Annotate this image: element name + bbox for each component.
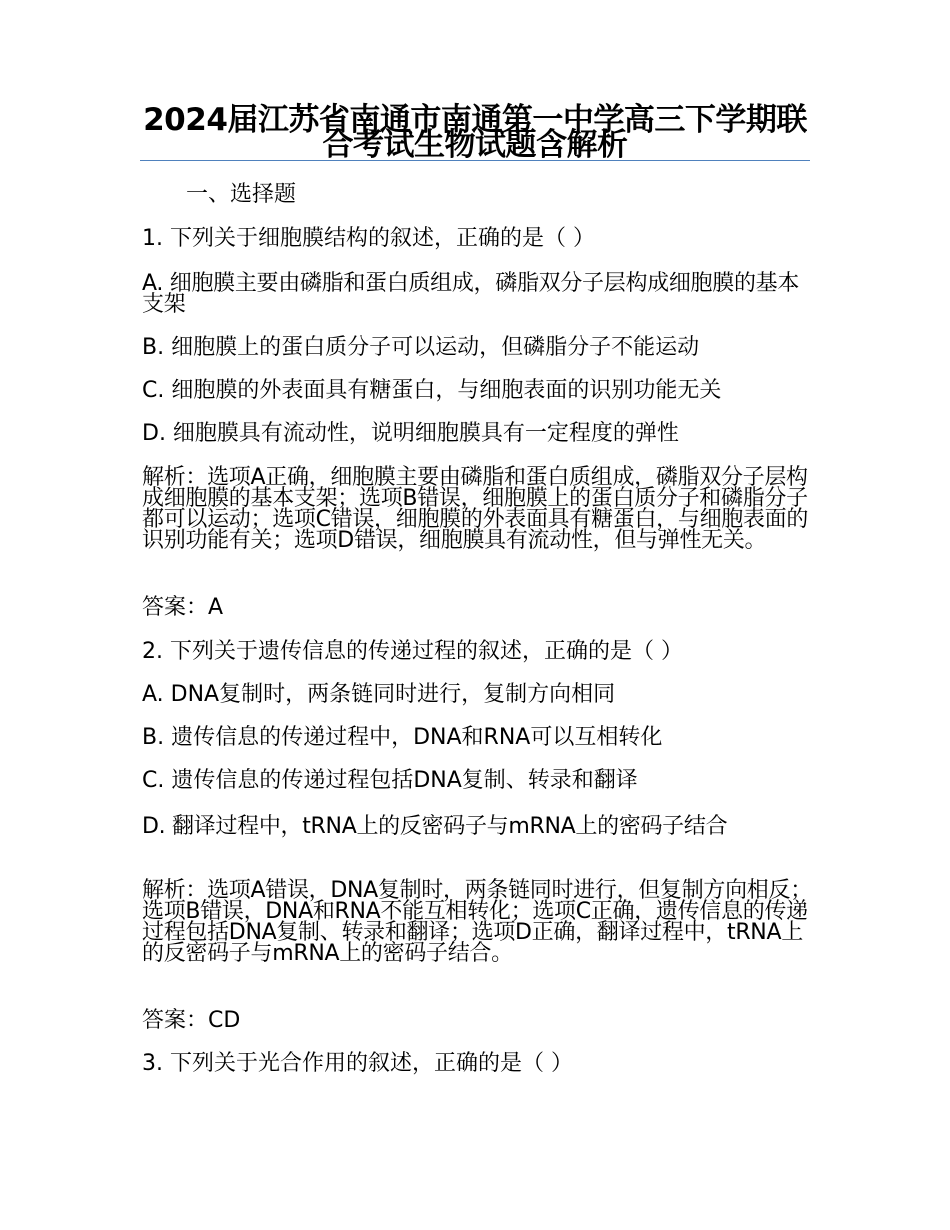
question-2-stem: 2. 下列关于遗传信息的传递过程的叙述，正确的是（ ） <box>142 639 683 664</box>
title-underline <box>140 160 810 161</box>
question-3-stem: 3. 下列关于光合作用的叙述，正确的是（ ） <box>142 1051 573 1076</box>
question-2-answer: 答案：CD <box>142 1008 241 1033</box>
question-1-analysis: 解析：选项A正确，细胞膜主要由磷脂和蛋白质组成，磷脂双分子层构成细胞膜的基本支架；选项B错误，细胞膜上的蛋白质分子和磷脂分子都可以运动；选项C错误，细胞膜的外表面具有糖蛋白，与细胞表面的识别功能有关；选项D错误，细胞膜具有流动性，但与弹性无关。 <box>142 465 809 553</box>
question-2-option-a: A. DNA复制时，两条链同时进行，复制方向相同 <box>142 682 616 707</box>
question-2-option-b: B. 遗传信息的传递过程中，DNA和RNA可以互相转化 <box>142 725 663 750</box>
question-1-answer: 答案：A <box>142 595 224 620</box>
document-title: 2024届江苏省南通市南通第一中学高三下学期联合考试生物试题含解析 <box>143 102 807 163</box>
question-1-option-c: C. 细胞膜的外表面具有糖蛋白，与细胞表面的识别功能无关 <box>142 378 722 403</box>
question-1-option-d: D. 细胞膜具有流动性，说明细胞膜具有一定程度的弹性 <box>142 421 679 446</box>
question-2-option-c: C. 遗传信息的传递过程包括DNA复制、转录和翻译 <box>142 768 638 793</box>
question-2-option-d: D. 翻译过程中，tRNA上的反密码子与mRNA上的密码子结合 <box>142 814 728 839</box>
question-2-analysis: 解析：选项A错误，DNA复制时，两条链同时进行，但复制方向相反；选项B错误，DNA和RNA不能互相转化；选项C正确，遗传信息的传递过程包括DNA复制、转录和翻译；选项D正确，翻译过程中，tRNA上的反密码子与mRNA上的密码子结合。 <box>142 878 812 966</box>
question-1-option-b: B. 细胞膜上的蛋白质分子可以运动，但磷脂分子不能运动 <box>142 335 700 360</box>
section-heading: 一、选择题 <box>186 182 297 207</box>
question-1-option-a: A. 细胞膜主要由磷脂和蛋白质组成，磷脂双分子层构成细胞膜的基本支架 <box>142 271 800 317</box>
question-1-stem: 1. 下列关于细胞膜结构的叙述，正确的是（ ） <box>142 226 595 251</box>
